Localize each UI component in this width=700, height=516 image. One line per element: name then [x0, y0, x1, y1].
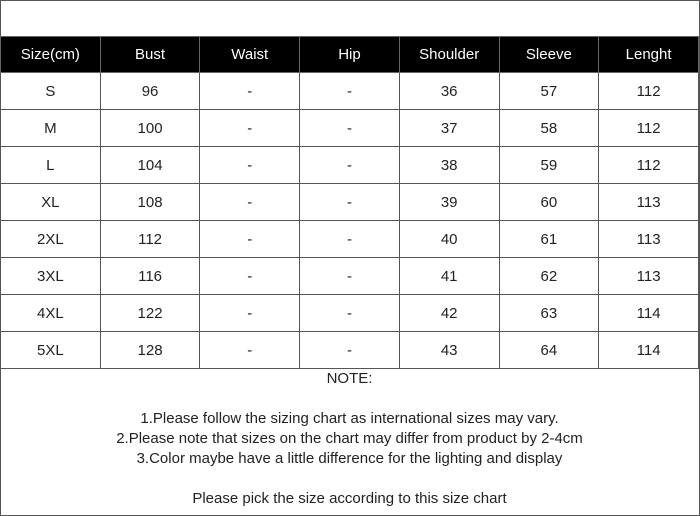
cell-shoulder: 40 [399, 221, 499, 258]
cell-waist: - [200, 258, 300, 295]
table-body [1, 73, 699, 369]
table-row [1, 221, 699, 258]
cell-size: M [1, 110, 101, 147]
table-row [1, 147, 699, 184]
header-cell-sleeve: Sleeve [499, 37, 599, 73]
size-chart-table [0, 36, 699, 369]
cell-hip: - [300, 184, 400, 221]
cell-bust: 128 [100, 332, 200, 369]
cell-bust: 122 [100, 295, 200, 332]
cell-shoulder: 38 [399, 147, 499, 184]
cell-bust: 112 [100, 221, 200, 258]
table-row [1, 332, 699, 369]
notes-footer: Please pick the size according to this size chart [192, 490, 507, 507]
cell-sleeve: 57 [499, 73, 599, 110]
header-cell-size: Size(cm) [1, 37, 101, 73]
header-row [1, 37, 699, 73]
cell-hip: - [300, 221, 400, 258]
cell-size: 2XL [1, 221, 101, 258]
cell-sleeve: 64 [499, 332, 599, 369]
cell-hip: - [300, 258, 400, 295]
cell-waist: - [200, 184, 300, 221]
cell-bust: 96 [100, 73, 200, 110]
cell-shoulder: 37 [399, 110, 499, 147]
cell-size: 4XL [1, 295, 101, 332]
cell-length: 112 [599, 73, 699, 110]
cell-sleeve: 58 [499, 110, 599, 147]
cell-shoulder: 43 [399, 332, 499, 369]
cell-shoulder: 42 [399, 295, 499, 332]
cell-waist: - [200, 221, 300, 258]
cell-sleeve: 60 [499, 184, 599, 221]
table-row [1, 184, 699, 221]
notes-spacer [0, 389, 699, 409]
cell-waist: - [200, 332, 300, 369]
notes-title: NOTE: [326, 370, 373, 387]
cell-length: 114 [599, 332, 699, 369]
table-row [1, 258, 699, 295]
cell-length: 113 [599, 221, 699, 258]
table-row [1, 295, 699, 332]
header-cell-shoulder: Shoulder [399, 37, 499, 73]
cell-shoulder: 36 [399, 73, 499, 110]
cell-sleeve: 61 [499, 221, 599, 258]
cell-hip: - [300, 110, 400, 147]
notes-spacer [0, 469, 699, 489]
cell-hip: - [300, 73, 400, 110]
note-item: 1.Please follow the sizing chart as international sizes may vary. [140, 410, 559, 427]
cell-waist: - [200, 73, 300, 110]
table-row [1, 73, 699, 110]
cell-waist: - [200, 110, 300, 147]
cell-hip: - [300, 295, 400, 332]
cell-hip: - [300, 147, 400, 184]
cell-bust: 104 [100, 147, 200, 184]
note-item: 2.Please note that sizes on the chart may differ from product by 2-4cm [116, 430, 583, 447]
cell-bust: 100 [100, 110, 200, 147]
cell-shoulder: 39 [399, 184, 499, 221]
table-header [1, 37, 699, 73]
header-cell-length: Lenght [599, 37, 699, 73]
cell-waist: - [200, 295, 300, 332]
cell-length: 112 [599, 110, 699, 147]
cell-hip: - [300, 332, 400, 369]
cell-length: 112 [599, 147, 699, 184]
cell-sleeve: 63 [499, 295, 599, 332]
cell-size: L [1, 147, 101, 184]
cell-waist: - [200, 147, 300, 184]
cell-size: XL [1, 184, 101, 221]
cell-size: 5XL [1, 332, 101, 369]
cell-shoulder: 41 [399, 258, 499, 295]
cell-size: 3XL [1, 258, 101, 295]
header-cell-waist: Waist [200, 37, 300, 73]
cell-bust: 108 [100, 184, 200, 221]
header-cell-bust: Bust [100, 37, 200, 73]
cell-length: 113 [599, 184, 699, 221]
cell-length: 113 [599, 258, 699, 295]
cell-length: 114 [599, 295, 699, 332]
notes-section [0, 369, 699, 509]
header-cell-hip: Hip [300, 37, 400, 73]
cell-bust: 116 [100, 258, 200, 295]
cell-size: S [1, 73, 101, 110]
table-row [1, 110, 699, 147]
note-item: 3.Color maybe have a little difference for the lighting and display [136, 450, 563, 467]
cell-sleeve: 62 [499, 258, 599, 295]
cell-sleeve: 59 [499, 147, 599, 184]
